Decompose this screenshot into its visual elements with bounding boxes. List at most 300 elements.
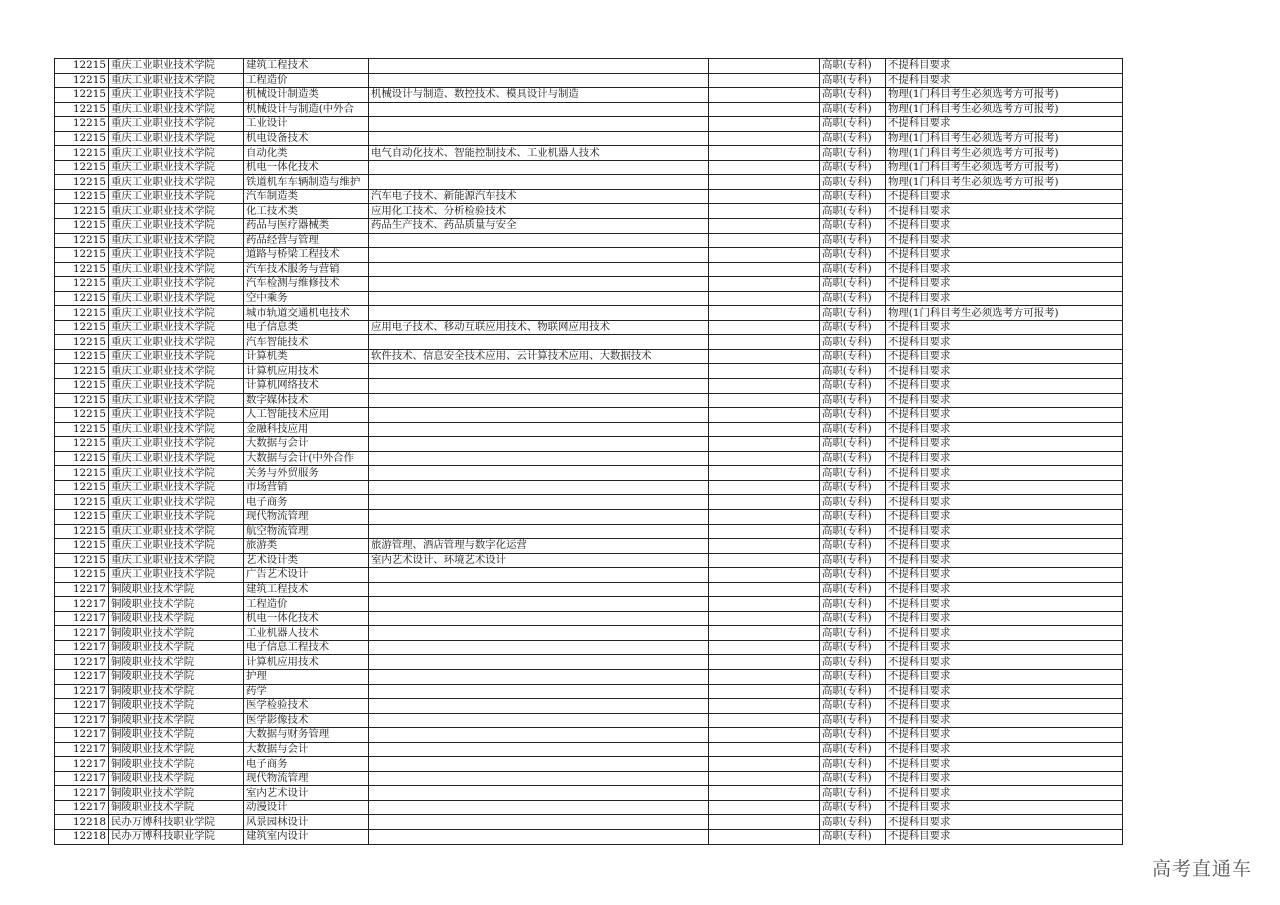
table-row — [55, 262, 1123, 277]
major-name-cell: 工业设计 — [244, 117, 369, 132]
level-cell: 高职(专科) — [820, 422, 886, 437]
level-cell: 高职(专科) — [820, 117, 886, 132]
level-cell: 高职(专科) — [820, 466, 886, 481]
included-majors-cell — [369, 495, 709, 510]
table-row — [55, 219, 1123, 234]
subject-requirement-cell: 物理(1门科目考生必须选考方可报考) — [886, 175, 1123, 190]
included-majors-cell: 机械设计与制造、数控技术、模具设计与制造 — [369, 88, 709, 103]
included-majors-cell — [369, 451, 709, 466]
school-code-cell: 12215 — [55, 349, 109, 364]
table-row — [55, 248, 1123, 263]
school-name-cell: 重庆工业职业技术学院 — [109, 539, 244, 554]
table-row — [55, 582, 1123, 597]
school-code-cell: 12215 — [55, 466, 109, 481]
school-code-cell: 12217 — [55, 640, 109, 655]
school-code-cell: 12215 — [55, 553, 109, 568]
subject-requirement-cell: 不提科目要求 — [886, 262, 1123, 277]
subject-requirement-cell: 不提科目要求 — [886, 509, 1123, 524]
included-majors-cell — [369, 829, 709, 844]
level-cell: 高职(专科) — [820, 626, 886, 641]
school-name-cell: 重庆工业职业技术学院 — [109, 480, 244, 495]
table-row — [55, 815, 1123, 830]
school-code-cell: 12218 — [55, 829, 109, 844]
subject-requirement-cell: 不提科目要求 — [886, 408, 1123, 423]
subject-requirement-cell: 不提科目要求 — [886, 771, 1123, 786]
school-code-cell: 12215 — [55, 277, 109, 292]
level-cell: 高职(专科) — [820, 815, 886, 830]
table-row — [55, 800, 1123, 815]
major-name-cell: 电子商务 — [244, 757, 369, 772]
notes-cell — [709, 713, 820, 728]
major-name-cell: 建筑工程技术 — [244, 59, 369, 74]
school-code-cell: 12215 — [55, 233, 109, 248]
school-code-cell: 12217 — [55, 728, 109, 743]
included-majors-cell: 电气自动化技术、智能控制技术、工业机器人技术 — [369, 146, 709, 161]
notes-cell — [709, 829, 820, 844]
level-cell: 高职(专科) — [820, 684, 886, 699]
level-cell: 高职(专科) — [820, 393, 886, 408]
subject-requirement-cell: 不提科目要求 — [886, 655, 1123, 670]
school-name-cell: 铜陵职业技术学院 — [109, 626, 244, 641]
notes-cell — [709, 786, 820, 801]
notes-cell — [709, 422, 820, 437]
school-name-cell: 重庆工业职业技术学院 — [109, 233, 244, 248]
table-row — [55, 335, 1123, 350]
notes-cell — [709, 553, 820, 568]
table-row — [55, 699, 1123, 714]
notes-cell — [709, 568, 820, 583]
school-code-cell: 12215 — [55, 88, 109, 103]
notes-cell — [709, 582, 820, 597]
included-majors-cell — [369, 102, 709, 117]
school-name-cell: 铜陵职业技术学院 — [109, 786, 244, 801]
subject-requirement-cell: 不提科目要求 — [886, 713, 1123, 728]
subject-requirement-cell: 不提科目要求 — [886, 582, 1123, 597]
major-name-cell: 广告艺术设计 — [244, 568, 369, 583]
major-name-cell: 建筑室内设计 — [244, 829, 369, 844]
included-majors-cell: 室内艺术设计、环境艺术设计 — [369, 553, 709, 568]
subject-requirement-cell: 不提科目要求 — [886, 379, 1123, 394]
school-name-cell: 重庆工业职业技术学院 — [109, 408, 244, 423]
subject-requirement-cell: 不提科目要求 — [886, 393, 1123, 408]
notes-cell — [709, 626, 820, 641]
notes-cell — [709, 349, 820, 364]
subject-requirement-cell: 不提科目要求 — [886, 829, 1123, 844]
school-code-cell: 12215 — [55, 335, 109, 350]
major-name-cell: 汽车技术服务与营销 — [244, 262, 369, 277]
school-name-cell: 铜陵职业技术学院 — [109, 699, 244, 714]
subject-requirement-cell: 不提科目要求 — [886, 277, 1123, 292]
major-name-cell: 道路与桥梁工程技术 — [244, 248, 369, 263]
subject-requirement-cell: 物理(1门科目考生必须选考方可报考) — [886, 160, 1123, 175]
table-row — [55, 539, 1123, 554]
table-row — [55, 742, 1123, 757]
table-row — [55, 626, 1123, 641]
notes-cell — [709, 393, 820, 408]
school-code-cell: 12215 — [55, 568, 109, 583]
school-name-cell: 铜陵职业技术学院 — [109, 742, 244, 757]
subject-requirement-cell: 不提科目要求 — [886, 597, 1123, 612]
level-cell: 高职(专科) — [820, 306, 886, 321]
included-majors-cell — [369, 815, 709, 830]
level-cell: 高职(专科) — [820, 335, 886, 350]
level-cell: 高职(专科) — [820, 509, 886, 524]
included-majors-cell — [369, 73, 709, 88]
subject-requirement-cell: 物理(1门科目考生必须选考方可报考) — [886, 131, 1123, 146]
included-majors-cell: 旅游管理、酒店管理与数字化运营 — [369, 539, 709, 554]
notes-cell — [709, 815, 820, 830]
major-name-cell: 计算机网络技术 — [244, 379, 369, 394]
subject-requirement-cell: 物理(1门科目考生必须选考方可报考) — [886, 146, 1123, 161]
school-name-cell: 重庆工业职业技术学院 — [109, 466, 244, 481]
included-majors-cell — [369, 335, 709, 350]
notes-cell — [709, 437, 820, 452]
included-majors-cell — [369, 466, 709, 481]
level-cell: 高职(专科) — [820, 699, 886, 714]
school-name-cell: 铜陵职业技术学院 — [109, 800, 244, 815]
school-code-cell: 12217 — [55, 757, 109, 772]
subject-requirement-cell: 不提科目要求 — [886, 291, 1123, 306]
included-majors-cell — [369, 771, 709, 786]
admissions-table — [54, 58, 1123, 845]
included-majors-cell: 应用电子技术、移动互联应用技术、物联网应用技术 — [369, 320, 709, 335]
level-cell: 高职(专科) — [820, 771, 886, 786]
school-code-cell: 12215 — [55, 509, 109, 524]
school-name-cell: 铜陵职业技术学院 — [109, 582, 244, 597]
subject-requirement-cell: 不提科目要求 — [886, 437, 1123, 452]
major-name-cell: 计算机类 — [244, 349, 369, 364]
subject-requirement-cell: 不提科目要求 — [886, 466, 1123, 481]
school-name-cell: 铜陵职业技术学院 — [109, 757, 244, 772]
school-name-cell: 重庆工业职业技术学院 — [109, 131, 244, 146]
subject-requirement-cell: 不提科目要求 — [886, 248, 1123, 263]
notes-cell — [709, 320, 820, 335]
major-name-cell: 汽车检测与维修技术 — [244, 277, 369, 292]
major-name-cell: 大数据与会计 — [244, 742, 369, 757]
major-name-cell: 电子信息类 — [244, 320, 369, 335]
table-row — [55, 713, 1123, 728]
subject-requirement-cell: 不提科目要求 — [886, 219, 1123, 234]
school-code-cell: 12217 — [55, 626, 109, 641]
level-cell: 高职(专科) — [820, 655, 886, 670]
notes-cell — [709, 611, 820, 626]
notes-cell — [709, 480, 820, 495]
table-row — [55, 408, 1123, 423]
level-cell: 高职(专科) — [820, 495, 886, 510]
included-majors-cell — [369, 728, 709, 743]
notes-cell — [709, 742, 820, 757]
school-code-cell: 12215 — [55, 248, 109, 263]
major-name-cell: 建筑工程技术 — [244, 582, 369, 597]
major-name-cell: 机械设计制造类 — [244, 88, 369, 103]
subject-requirement-cell: 不提科目要求 — [886, 800, 1123, 815]
level-cell: 高职(专科) — [820, 451, 886, 466]
school-name-cell: 重庆工业职业技术学院 — [109, 146, 244, 161]
included-majors-cell: 汽车电子技术、新能源汽车技术 — [369, 189, 709, 204]
level-cell: 高职(专科) — [820, 597, 886, 612]
notes-cell — [709, 728, 820, 743]
notes-cell — [709, 757, 820, 772]
major-name-cell: 工程造价 — [244, 73, 369, 88]
table-row — [55, 466, 1123, 481]
school-name-cell: 民办万博科技职业学院 — [109, 815, 244, 830]
subject-requirement-cell: 不提科目要求 — [886, 757, 1123, 772]
notes-cell — [709, 219, 820, 234]
school-code-cell: 12215 — [55, 59, 109, 74]
notes-cell — [709, 146, 820, 161]
major-name-cell: 现代物流管理 — [244, 509, 369, 524]
school-name-cell: 重庆工业职业技术学院 — [109, 102, 244, 117]
included-majors-cell — [369, 379, 709, 394]
level-cell: 高职(专科) — [820, 146, 886, 161]
table-row — [55, 306, 1123, 321]
school-code-cell: 12218 — [55, 815, 109, 830]
major-name-cell: 航空物流管理 — [244, 524, 369, 539]
notes-cell — [709, 175, 820, 190]
school-name-cell: 重庆工业职业技术学院 — [109, 509, 244, 524]
school-code-cell: 12217 — [55, 684, 109, 699]
major-name-cell: 关务与外贸服务 — [244, 466, 369, 481]
subject-requirement-cell: 物理(1门科目考生必须选考方可报考) — [886, 88, 1123, 103]
school-name-cell: 重庆工业职业技术学院 — [109, 189, 244, 204]
notes-cell — [709, 160, 820, 175]
notes-cell — [709, 539, 820, 554]
level-cell: 高职(专科) — [820, 568, 886, 583]
school-name-cell: 铜陵职业技术学院 — [109, 640, 244, 655]
school-name-cell: 重庆工业职业技术学院 — [109, 553, 244, 568]
level-cell: 高职(专科) — [820, 59, 886, 74]
level-cell: 高职(专科) — [820, 175, 886, 190]
subject-requirement-cell: 不提科目要求 — [886, 699, 1123, 714]
major-name-cell: 自动化类 — [244, 146, 369, 161]
level-cell: 高职(专科) — [820, 408, 886, 423]
school-code-cell: 12215 — [55, 437, 109, 452]
school-name-cell: 重庆工业职业技术学院 — [109, 291, 244, 306]
school-code-cell: 12215 — [55, 495, 109, 510]
table-row — [55, 291, 1123, 306]
subject-requirement-cell: 不提科目要求 — [886, 189, 1123, 204]
school-code-cell: 12217 — [55, 742, 109, 757]
table-row — [55, 320, 1123, 335]
notes-cell — [709, 597, 820, 612]
school-name-cell: 重庆工业职业技术学院 — [109, 73, 244, 88]
school-code-cell: 12215 — [55, 408, 109, 423]
included-majors-cell — [369, 160, 709, 175]
table-row — [55, 131, 1123, 146]
level-cell: 高职(专科) — [820, 73, 886, 88]
school-name-cell: 重庆工业职业技术学院 — [109, 437, 244, 452]
school-code-cell: 12215 — [55, 379, 109, 394]
school-code-cell: 12215 — [55, 306, 109, 321]
school-code-cell: 12215 — [55, 73, 109, 88]
table-row — [55, 509, 1123, 524]
level-cell: 高职(专科) — [820, 364, 886, 379]
notes-cell — [709, 451, 820, 466]
major-name-cell: 大数据与会计 — [244, 437, 369, 452]
school-code-cell: 12215 — [55, 204, 109, 219]
level-cell: 高职(专科) — [820, 582, 886, 597]
notes-cell — [709, 306, 820, 321]
major-name-cell: 旅游类 — [244, 539, 369, 554]
major-name-cell: 电子信息工程技术 — [244, 640, 369, 655]
subject-requirement-cell: 物理(1门科目考生必须选考方可报考) — [886, 102, 1123, 117]
subject-requirement-cell: 不提科目要求 — [886, 568, 1123, 583]
subject-requirement-cell: 不提科目要求 — [886, 480, 1123, 495]
level-cell: 高职(专科) — [820, 728, 886, 743]
included-majors-cell — [369, 437, 709, 452]
school-name-cell: 民办万博科技职业学院 — [109, 829, 244, 844]
included-majors-cell — [369, 509, 709, 524]
notes-cell — [709, 189, 820, 204]
school-name-cell: 重庆工业职业技术学院 — [109, 262, 244, 277]
included-majors-cell — [369, 786, 709, 801]
major-name-cell: 大数据与会计(中外合作 — [244, 451, 369, 466]
school-name-cell: 重庆工业职业技术学院 — [109, 219, 244, 234]
level-cell: 高职(专科) — [820, 437, 886, 452]
school-code-cell: 12215 — [55, 131, 109, 146]
table-row — [55, 393, 1123, 408]
school-name-cell: 重庆工业职业技术学院 — [109, 495, 244, 510]
included-majors-cell — [369, 131, 709, 146]
major-name-cell: 市场营销 — [244, 480, 369, 495]
school-code-cell: 12215 — [55, 393, 109, 408]
included-majors-cell — [369, 306, 709, 321]
level-cell: 高职(专科) — [820, 160, 886, 175]
major-name-cell: 汽车制造类 — [244, 189, 369, 204]
notes-cell — [709, 800, 820, 815]
major-name-cell: 护理 — [244, 669, 369, 684]
level-cell: 高职(专科) — [820, 800, 886, 815]
school-name-cell: 重庆工业职业技术学院 — [109, 59, 244, 74]
school-code-cell: 12215 — [55, 422, 109, 437]
major-name-cell: 汽车智能技术 — [244, 335, 369, 350]
notes-cell — [709, 684, 820, 699]
school-code-cell: 12215 — [55, 524, 109, 539]
major-name-cell: 空中乘务 — [244, 291, 369, 306]
major-name-cell: 现代物流管理 — [244, 771, 369, 786]
school-name-cell: 铜陵职业技术学院 — [109, 684, 244, 699]
watermark-text: 高考直通车 — [1151, 858, 1252, 880]
level-cell: 高职(专科) — [820, 553, 886, 568]
level-cell: 高职(专科) — [820, 320, 886, 335]
included-majors-cell — [369, 480, 709, 495]
included-majors-cell — [369, 713, 709, 728]
table-row — [55, 88, 1123, 103]
table-row — [55, 233, 1123, 248]
included-majors-cell — [369, 233, 709, 248]
table-row — [55, 597, 1123, 612]
subject-requirement-cell: 不提科目要求 — [886, 233, 1123, 248]
subject-requirement-cell: 不提科目要求 — [886, 320, 1123, 335]
table-row — [55, 611, 1123, 626]
major-name-cell: 计算机应用技术 — [244, 364, 369, 379]
level-cell: 高职(专科) — [820, 262, 886, 277]
major-name-cell: 工程造价 — [244, 597, 369, 612]
included-majors-cell — [369, 568, 709, 583]
included-majors-cell — [369, 175, 709, 190]
notes-cell — [709, 495, 820, 510]
level-cell: 高职(专科) — [820, 102, 886, 117]
school-code-cell: 12215 — [55, 219, 109, 234]
included-majors-cell: 药品生产技术、药品质量与安全 — [369, 219, 709, 234]
notes-cell — [709, 699, 820, 714]
level-cell: 高职(专科) — [820, 757, 886, 772]
included-majors-cell: 应用化工技术、分析检验技术 — [369, 204, 709, 219]
school-code-cell: 12215 — [55, 262, 109, 277]
level-cell: 高职(专科) — [820, 742, 886, 757]
school-name-cell: 重庆工业职业技术学院 — [109, 379, 244, 394]
notes-cell — [709, 102, 820, 117]
school-code-cell: 12217 — [55, 800, 109, 815]
notes-cell — [709, 277, 820, 292]
subject-requirement-cell: 不提科目要求 — [886, 742, 1123, 757]
table-row — [55, 59, 1123, 74]
included-majors-cell — [369, 699, 709, 714]
subject-requirement-cell: 不提科目要求 — [886, 73, 1123, 88]
school-code-cell: 12217 — [55, 655, 109, 670]
major-name-cell: 医学影像技术 — [244, 713, 369, 728]
table-row — [55, 640, 1123, 655]
table-row — [55, 422, 1123, 437]
notes-cell — [709, 204, 820, 219]
school-name-cell: 铜陵职业技术学院 — [109, 669, 244, 684]
included-majors-cell — [369, 582, 709, 597]
major-name-cell: 大数据与财务管理 — [244, 728, 369, 743]
level-cell: 高职(专科) — [820, 829, 886, 844]
school-name-cell: 重庆工业职业技术学院 — [109, 320, 244, 335]
major-name-cell: 室内艺术设计 — [244, 786, 369, 801]
major-name-cell: 风景园林设计 — [244, 815, 369, 830]
included-majors-cell — [369, 597, 709, 612]
notes-cell — [709, 408, 820, 423]
level-cell: 高职(专科) — [820, 524, 886, 539]
school-code-cell: 12215 — [55, 364, 109, 379]
school-name-cell: 铜陵职业技术学院 — [109, 728, 244, 743]
notes-cell — [709, 59, 820, 74]
school-code-cell: 12215 — [55, 480, 109, 495]
major-name-cell: 铁道机车车辆制造与维护 — [244, 175, 369, 190]
level-cell: 高职(专科) — [820, 669, 886, 684]
notes-cell — [709, 364, 820, 379]
major-name-cell: 药品与医疗器械类 — [244, 219, 369, 234]
included-majors-cell — [369, 59, 709, 74]
major-name-cell: 电子商务 — [244, 495, 369, 510]
school-code-cell: 12215 — [55, 146, 109, 161]
school-code-cell: 12217 — [55, 699, 109, 714]
table-row — [55, 277, 1123, 292]
table-row — [55, 757, 1123, 772]
school-name-cell: 重庆工业职业技术学院 — [109, 393, 244, 408]
school-name-cell: 重庆工业职业技术学院 — [109, 568, 244, 583]
notes-cell — [709, 379, 820, 394]
level-cell: 高职(专科) — [820, 611, 886, 626]
major-name-cell: 药品经营与管理 — [244, 233, 369, 248]
subject-requirement-cell: 不提科目要求 — [886, 349, 1123, 364]
notes-cell — [709, 335, 820, 350]
major-name-cell: 医学检验技术 — [244, 699, 369, 714]
school-name-cell: 铜陵职业技术学院 — [109, 655, 244, 670]
included-majors-cell — [369, 364, 709, 379]
school-code-cell: 12215 — [55, 160, 109, 175]
table-row — [55, 73, 1123, 88]
subject-requirement-cell: 不提科目要求 — [886, 626, 1123, 641]
table-row — [55, 160, 1123, 175]
school-name-cell: 铜陵职业技术学院 — [109, 713, 244, 728]
school-name-cell: 重庆工业职业技术学院 — [109, 175, 244, 190]
major-name-cell: 人工智能技术应用 — [244, 408, 369, 423]
school-code-cell: 12215 — [55, 175, 109, 190]
school-name-cell: 铜陵职业技术学院 — [109, 771, 244, 786]
